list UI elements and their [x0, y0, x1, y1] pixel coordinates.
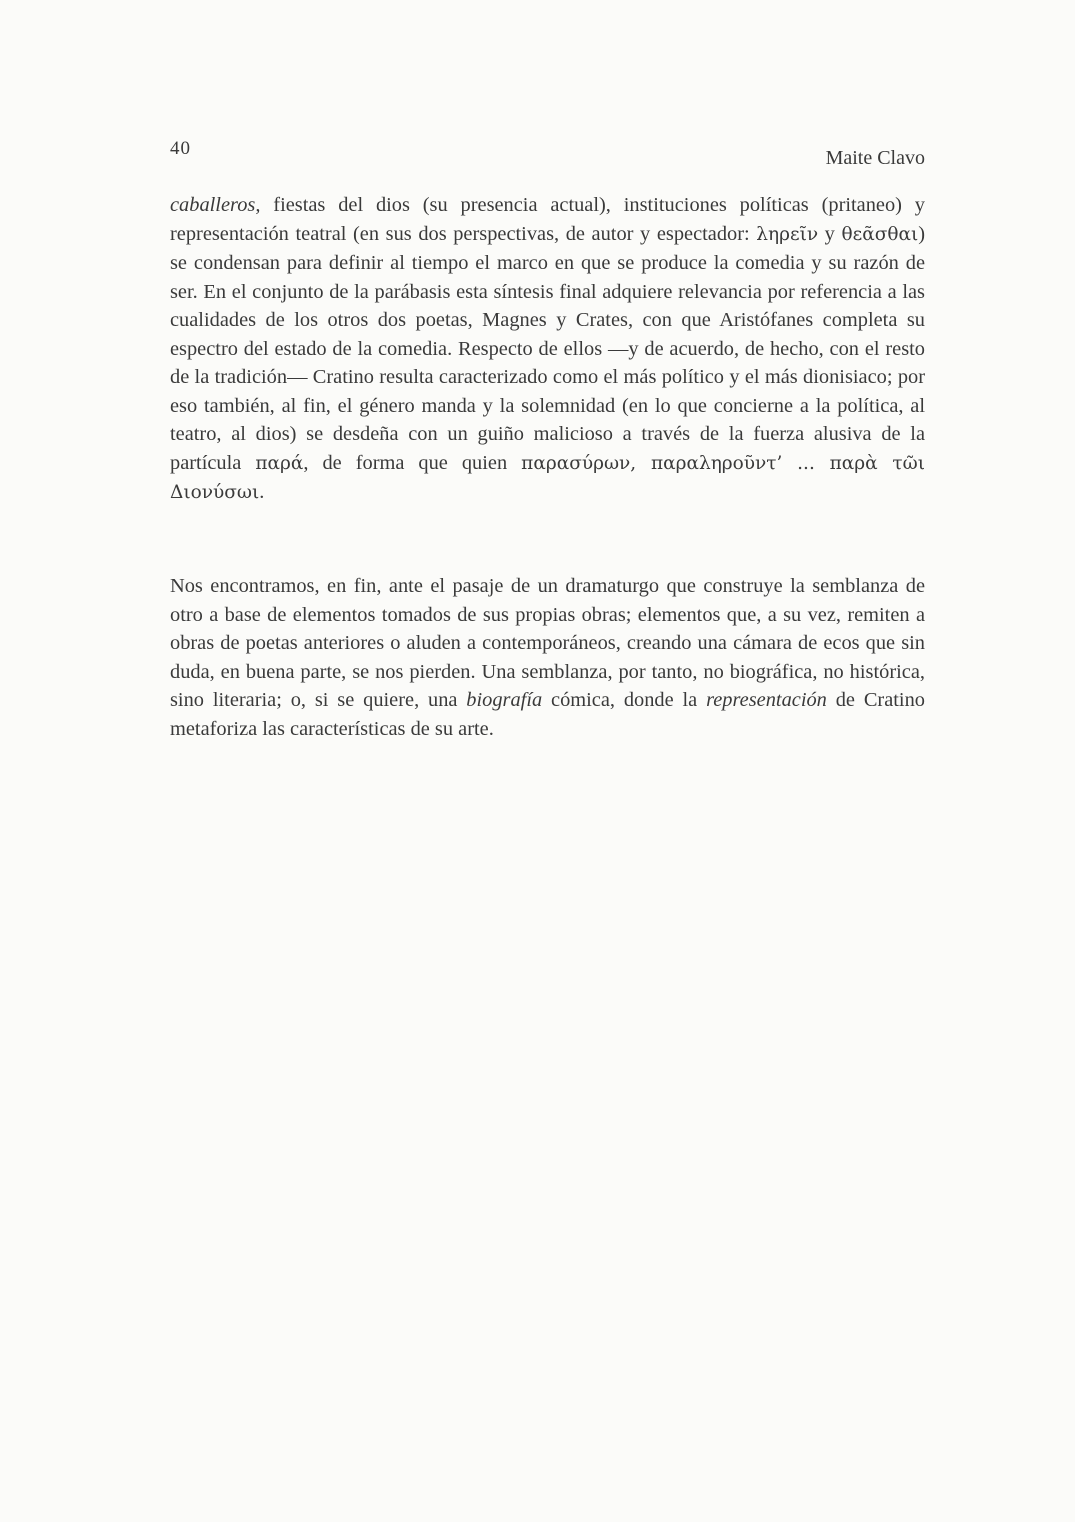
running-head: Maite Clavo: [825, 147, 925, 169]
italic-term: caballeros,: [170, 194, 261, 216]
text-span: fiestas del dios (su presencia actual), instituciones políticas (pritaneo) y representación teatral (en sus dos perspectivas, de autor y espectador:: [170, 194, 925, 245]
text-span: , de forma que quien: [303, 451, 522, 474]
greek-term: παρά: [255, 452, 304, 474]
page-number: 40: [170, 138, 191, 159]
italic-term: representación: [706, 689, 827, 711]
greek-quote: παρασύρων, παραληροῦντ’ ... παρὰ τῶι Διονύσωι: [170, 452, 925, 503]
greek-term: θεᾶσθαι: [841, 223, 919, 245]
text-span: cómica, donde la: [542, 689, 707, 711]
text-span: de Cratino metaforiza las características de su arte.: [170, 689, 925, 740]
text-span: .: [259, 481, 265, 503]
text-span: Nos encontramos, en fin, ante el pasaje de un dramaturgo que construye la semblanza de otro a base de elementos tomados de sus propias obras; elementos que, a su vez, remiten a obras de poetas anteriores o aluden a contemporáneos, creando una cámara de ecos que sin duda, en buena parte, se nos pierden. Una semblanza, por tanto, no biográfica, no histórica, sino literaria; o, si se quiere, una: [170, 575, 925, 711]
italic-term: biografía: [466, 689, 543, 711]
text-span: y: [818, 222, 842, 245]
greek-term: ληρεῖν: [756, 223, 819, 245]
paragraph-1: [170, 191, 925, 508]
paragraph-2: [170, 572, 925, 743]
text-span: ) se condensan para definir al tiempo el marco en que se produce la comedia y su razón de ser. En el conjunto de la parábasis esta síntesis final adquiere relevancia por referencia a las cualidades de los otros dos poetas, Magnes y Crates, con que Aristófanes completa su espectro del estado de la comedia. Respecto de ellos —y de acuerdo, de hecho, con el resto de la tradición— Cratino resulta caracterizado como el más político y el más dionisiaco; por eso también, al fin, el género manda y la solemnidad (en lo que concierne a la política, al teatro, al dios) se desdeña con un guiño malicioso a través de la fuerza alusiva de la partícula: [170, 222, 926, 474]
